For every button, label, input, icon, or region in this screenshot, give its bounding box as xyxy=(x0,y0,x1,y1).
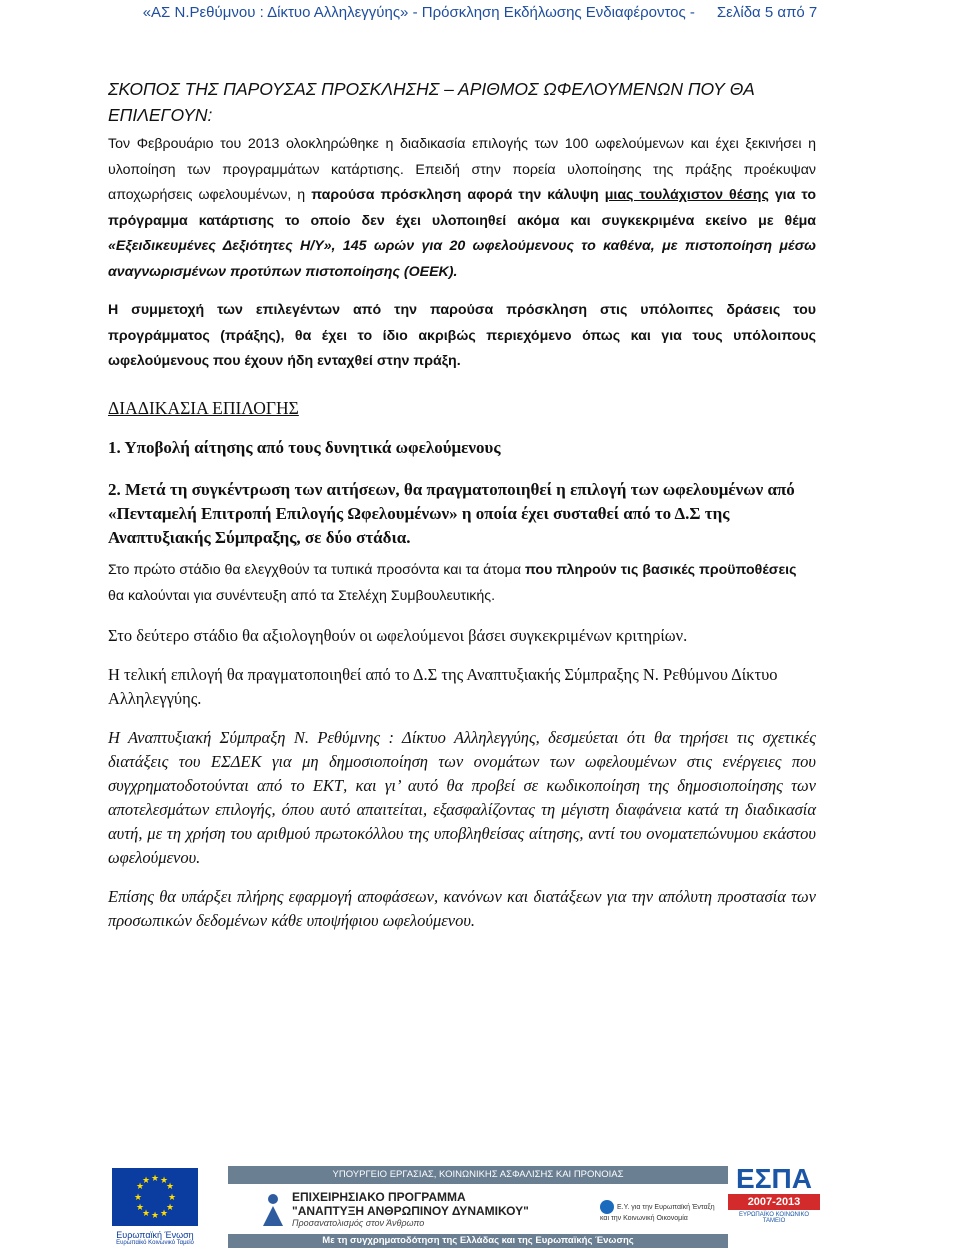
op-title xyxy=(292,1190,582,1228)
op-logo-icon xyxy=(258,1192,288,1228)
eu-name: Ευρωπαϊκή Ένωση xyxy=(116,1230,194,1240)
stage-1-paragraph xyxy=(108,557,816,609)
document-body xyxy=(108,76,816,933)
ey-logo xyxy=(600,1200,720,1223)
eu-fund: Ευρωπαϊκό Κοινωνικό Ταμείο xyxy=(116,1240,194,1246)
purpose-text-bold: παρούσα πρόσκληση αφορά την κάλυψη xyxy=(311,187,599,203)
ministry-bar: ΥΠΟΥΡΓΕΙΟ ΕΡΓΑΣΙΑΣ, ΚΟΙΝΩΝΙΚΗΣ ΑΣΦΑΛΙΣΗΣ ΚΑΙ ΠΡΟΝΟΙΑΣ xyxy=(228,1166,728,1184)
svg-text:★: ★ xyxy=(167,1193,177,1203)
svg-text:★: ★ xyxy=(150,1174,160,1184)
purpose-paragraph xyxy=(108,132,816,285)
svg-text:★: ★ xyxy=(135,1182,145,1192)
eu-flag-icon xyxy=(112,1168,198,1226)
svg-text:★: ★ xyxy=(150,1211,160,1221)
header-title: «ΑΣ Ν.Ρεθύμνου : Δίκτυο Αλληλεγγύης» - Πρόσκληση Εκδήλωσης Ενδιαφέροντος - xyxy=(142,4,695,21)
procedure-heading: ΔΙΑΔΙΚΑΣΙΑ ΕΠΙΛΟΓΗΣ xyxy=(108,397,299,418)
eu-logo xyxy=(100,1168,210,1246)
stage-1-text-a: Στο πρώτο στάδιο θα ελεγχθούν τα τυπικά προσόντα και τα άτομα xyxy=(108,561,525,578)
step-2: 2. Μετά τη συγκέντρωση των αιτήσεων, θα πραγματοποιηθεί η επιλογή των ωφελουμένων από «Πενταμελή Επιτροπή Επιλογής Ωφελουμένων» η οποία έχει συσταθεί από το Δ.Σ της Αναπτυξιακής Σύμπραξης, σε δύο στάδια. xyxy=(108,479,795,547)
espa-logo xyxy=(728,1164,820,1224)
purpose-text-italic: «Εξειδικευμένες Δεξιότητες Η/Υ», 145 ωρών για 20 ωφελούμενους το καθένα, με πιστοποίηση μέσω αναγνωρισμένων προτύπων πιστοποίησης (ΟΕΕΚ). xyxy=(108,238,816,280)
svg-text:★: ★ xyxy=(133,1193,143,1203)
stage-1-text-c: θα καλούνται για συνέντευξη από τα Στελέχη Συμβουλευτικής. xyxy=(108,587,496,604)
stage-1-text-bold: που πληρούν τις βασικές προϋποθέσεις xyxy=(524,561,797,578)
svg-text:★: ★ xyxy=(159,1176,169,1186)
footer-banner xyxy=(100,1160,820,1255)
espa-title: ΕΣΠΑ xyxy=(736,1163,812,1194)
step-1: 1. Υποβολή αίτησης από τους δυνητικά ωφελούμενους xyxy=(108,437,501,457)
purpose-text-underlined: μιας τουλάχιστον θέσης xyxy=(604,187,769,203)
privacy-paragraph: Επίσης θα υπάρξει πλήρης εφαρμογή αποφάσεων, κανόνων και διατάξεων για την απόλυτη προστασία των προσωπικών δεδομένων κάθε υποψήφιου ωφελούμενου. xyxy=(108,886,816,930)
svg-text:★: ★ xyxy=(165,1182,175,1192)
svg-text:★: ★ xyxy=(135,1203,145,1213)
svg-text:★: ★ xyxy=(159,1209,169,1219)
op-line-1: ΕΠΙΧΕΙΡΗΣΙΑΚΟ ΠΡΟΓΡΑΜΜΑ xyxy=(292,1190,466,1204)
svg-text:★: ★ xyxy=(141,1176,151,1186)
svg-text:★: ★ xyxy=(141,1209,151,1219)
final-selection-paragraph: Η τελική επιλογή θα πραγματοποιηθεί από το Δ.Σ της Αναπτυξιακής Σύμπραξης Ν. Ρεθύμνου Δίκτυο Αλληλεγγύης. xyxy=(108,664,778,708)
page-number: Σελίδα 5 από 7 xyxy=(716,4,818,21)
page-header xyxy=(0,4,960,21)
commitment-paragraph: Η Αναπτυξιακή Σύμπραξη Ν. Ρεθύμνης : Δίκτυο Αλληλεγγύης, δεσμεύεται ότι θα τηρήσει τις σχετικές διατάξεις του ΕΣΔΕΚ για μη δημοσιοποίηση των ονομάτων των ωφελουμένων στις ενέργειες που συγχρηματοδοτούνται από το ΕΚΤ, και γι’ αυτό θα προβεί σε κωδικοποίηση της δημοσιοποίησης των αποτελεσμάτων επιλογής, όπου αυτό απαιτείται, εξασφαλίζοντας τη μέγιστη διαφάνεια κατά τη διαδικασία αυτή, με τη χρήση του αριθμού πρωτοκόλλου της υποβληθείσας αίτησης, αντί του ονοματεπώνυμου εκάστου ωφελούμενου. xyxy=(108,727,816,867)
op-line-2: "ΑΝΑΠΤΥΞΗ ΑΝΘΡΩΠΙΝΟΥ ΔΥΝΑΜΙΚΟΥ" xyxy=(292,1204,529,1218)
purpose-text-a: Τον Φεβρουάριο του 2013 ολοκληρώθηκε η διαδικασία επιλογής των 100 ωφελούμενων και έχει ξεκινήσει η υλοποίηση των προγραμμάτων κατάρτισης. Επειδή στην πορεία υλοποίησης της πράξης προέκυψαν αποχωρήσεις ωφελουμένων, η xyxy=(108,136,816,203)
stage-2-paragraph: Στο δεύτερο στάδιο θα αξιολογηθούν οι ωφελούμενοι βάσει συγκεκριμένων κριτηρίων. xyxy=(108,625,688,645)
espa-fund: ΕΥΡΩΠΑΪΚΟ ΚΟΙΝΩΝΙΚΟ ΤΑΜΕΙΟ xyxy=(738,1212,810,1224)
espa-years: 2007-2013 xyxy=(728,1194,820,1210)
ey-text: Ε.Υ. για την Ευρωπαϊκή Ένταξη και την Κοινωνική Οικονομία xyxy=(600,1203,715,1222)
purpose-text-c: για το πρόγραμμα κατάρτισης το οποίο δεν έχει υλοποιηθεί ακόμα και συγκεκριμένα εκείνο με θέμα xyxy=(108,187,817,229)
svg-text:★: ★ xyxy=(165,1203,175,1213)
cofinance-bar: Με τη συγχρηματοδότηση της Ελλάδας και της Ευρωπαϊκής Ένωσης xyxy=(228,1234,728,1248)
ey-mark-icon xyxy=(600,1200,614,1214)
participation-paragraph: Η συμμετοχή των επιλεγέντων από την παρούσα πρόσκληση στις υπόλοιπες δράσεις του προγράμματος (πράξης), θα έχει το ίδιο ακριβώς περιεχόμενο όπως και για τους υπόλοιπους ωφελούμενους που έχουν ήδη ενταχθεί στην πράξη. xyxy=(108,302,816,369)
op-line-3: Προσανατολισμός στον Άνθρωπο xyxy=(292,1218,425,1228)
section-title: ΣΚΟΠΟΣ ΤΗΣ ΠΑΡΟΥΣΑΣ ΠΡΟΣΚΛΗΣΗΣ – ΑΡΙΘΜΟΣ ΩΦΕΛΟΥΜΕΝΩΝ ΠΟΥ ΘΑ ΕΠΙΛΕΓΟΥΝ: xyxy=(108,79,755,125)
